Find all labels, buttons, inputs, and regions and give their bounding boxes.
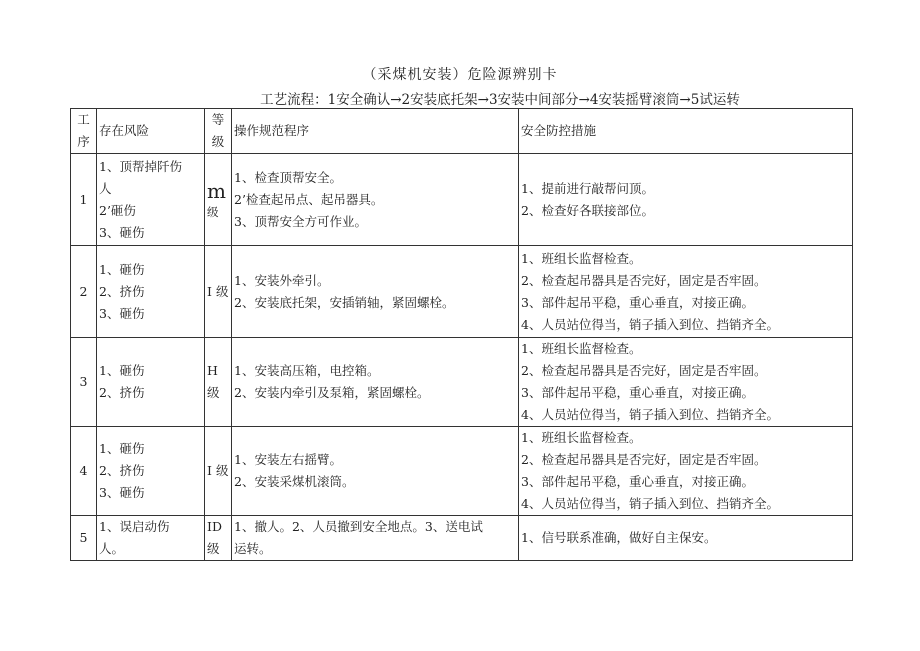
measures-cell: 1、班组长监督检查。 2、检查起吊器具是否完好，固定是否牢固。 3、部件起吊平稳，重心垂直，对接正确。 4、人员站位得当，销子插入到位、挡销齐全。 <box>519 427 853 516</box>
measures-cell: 1、班组长监督检查。 2、检查起吊器具是否完好，固定是否牢固。 3、部件起吊平稳，重心垂直，对接正确。 4、人员站位得当，销子插入到位、挡销齐全。 <box>519 338 853 427</box>
level-cell: I 级 <box>205 246 232 338</box>
level-cell: I 级 <box>205 427 232 516</box>
step-number: 1 <box>71 154 97 246</box>
table-row <box>71 154 853 246</box>
procedure-cell: 1、安装左右摇臂。 2、安装采煤机滚筒。 <box>232 427 519 516</box>
table-row <box>71 427 853 516</box>
header-level: 等 级 <box>205 109 232 154</box>
table-header-row <box>71 109 853 154</box>
risk-cell: 1、顶帮掉阡伤 人 2’砸伤 3、砸伤 <box>97 154 205 246</box>
process-flow: 工艺流程：1安全确认→2安装底托架→3安装中间部分→4安装摇臂滚筒→5试运转 <box>260 92 740 108</box>
step-number: 5 <box>71 516 97 561</box>
risk-cell: 1、砸伤 2、挤伤 3、砸伤 <box>97 427 205 516</box>
procedure-cell: 1、检查顶帮安全。 2’检查起吊点、起吊器具。 3、顶帮安全方可作业。 <box>232 154 519 246</box>
measures-cell: 1、班组长监督检查。 2、检查起吊器具是否完好，固定是否牢固。 3、部件起吊平稳，重心垂直，对接正确。 4、人员站位得当，销子插入到位、挡销齐全。 <box>519 246 853 338</box>
table-row <box>71 516 853 561</box>
procedure-cell: 1、安装外牵引。 2、安装底托架，安插销轴，紧固螺栓。 <box>232 246 519 338</box>
measures-cell: 1、信号联系准确，做好自主保安。 <box>519 516 853 561</box>
header-risk: 存在风险 <box>97 109 205 154</box>
level-cell: m 级 <box>205 154 232 246</box>
procedure-cell: 1、撤人。2、人员撤到安全地点。3、送电试 运转。 <box>232 516 519 561</box>
header-procedure: 操作规范程序 <box>232 109 519 154</box>
step-number: 4 <box>71 427 97 516</box>
header-measures: 安全防控措施 <box>519 109 853 154</box>
step-number: 3 <box>71 338 97 427</box>
hazard-table <box>70 108 853 561</box>
table-row <box>71 338 853 427</box>
header-step-no: 工 序 <box>71 109 97 154</box>
step-number: 2 <box>71 246 97 338</box>
risk-cell: 1、砸伤 2、挤伤 3、砸伤 <box>97 246 205 338</box>
level-cell: H 级 <box>205 338 232 427</box>
table-row <box>71 246 853 338</box>
risk-cell: 1、误启动伤 人。 <box>97 516 205 561</box>
risk-cell: 1、砸伤 2、挤伤 <box>97 338 205 427</box>
card-title: （采煤机安装）危险源辨别卡 <box>362 67 558 83</box>
procedure-cell: 1、安装高压箱，电控箱。 2、安装内牵引及泵箱，紧固螺栓。 <box>232 338 519 427</box>
measures-cell: 1、提前进行敲帮问顶。 2、检查好各联接部位。 <box>519 154 853 246</box>
level-cell: ID 级 <box>205 516 232 561</box>
